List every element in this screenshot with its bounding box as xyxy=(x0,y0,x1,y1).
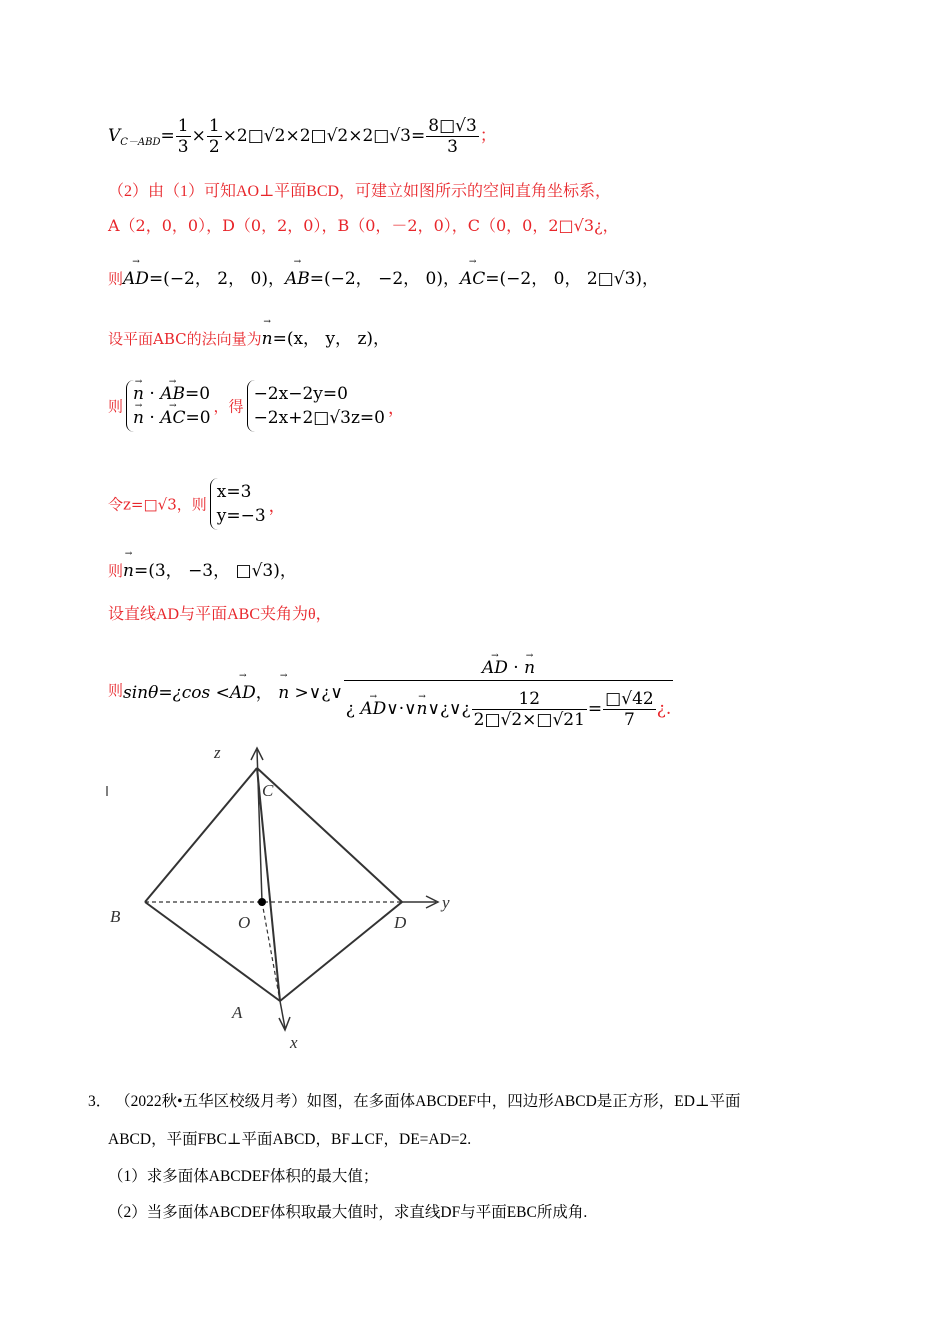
problem3-question1: （1）求多面体ABCDEF体积的最大值； xyxy=(108,1168,379,1185)
edge-CA xyxy=(257,768,280,1001)
edge-BA xyxy=(145,902,280,1001)
problem3-number: 3． xyxy=(88,1093,112,1110)
volume-end: ； xyxy=(479,126,497,146)
part2-intro: （2）由（1）可知AO⊥平面BCD，可建立如图所示的空间直角坐标系， xyxy=(108,183,612,200)
label-D: D xyxy=(394,913,407,932)
label-y: y xyxy=(442,893,450,912)
let-brace: x=3 y=−3 xyxy=(210,478,266,530)
problem3-question2: （2）当多面体ABCDEF体积取最大值时，求直线DF与平面EBC所成角. xyxy=(108,1204,588,1221)
fraction-one-third: $\frac{1}{3}$ xyxy=(177,116,189,157)
tetrahedron-figure xyxy=(100,740,480,1060)
vector-n: → n xyxy=(262,329,273,349)
edge-DA xyxy=(280,902,402,1001)
label-z: z xyxy=(214,743,221,762)
label-B: B xyxy=(110,907,121,926)
problem3-source: （2022秋•五华区校级月考） xyxy=(115,1093,307,1110)
volume-subscript: C－ABD xyxy=(120,137,161,148)
origin-point xyxy=(258,898,266,906)
edge-BC xyxy=(145,768,257,902)
problem3-line1 xyxy=(88,1089,741,1111)
problem3-line2: ABCD，平面FBC⊥平面ABCD，BF⊥CF，DE=AD=2. xyxy=(108,1131,472,1148)
let-z-line: 令z=□√3，则 x=3 y=−3 ， xyxy=(108,478,286,530)
label-C: C xyxy=(262,781,274,800)
vectors-line: 则→ AD=(−2， 2， 0)，→ AB=(−2， −2， 0)，→ AC=(−2， 0， 2□√3)， xyxy=(108,264,659,289)
sin-theta-line: 则sinθ=¿cos <→ AD， → n >∨¿∨ → AD · → n ¿ → AD∨·∨→ n∨¿∨¿ $\frac{12}{2□√2\times□√21}$ = $\frac{□√42}{7}$ ¿. xyxy=(108,650,674,730)
volume-product: ×2□√2×2□√2×2□√3= xyxy=(222,126,426,146)
edge-CD xyxy=(257,768,402,902)
vector-AB: → AB xyxy=(285,269,310,289)
fraction-result: $\frac{8□√3}{3}$ xyxy=(428,116,477,157)
system-brace-1: → n · → AB=0 → n · → AC=0 xyxy=(126,380,211,432)
problem3-text1: 如图，在多面体ABCDEF中，四边形ABCD是正方形，ED⊥平面 xyxy=(306,1093,741,1110)
part2-coords: A（2，0，0），D（0，2，0），B（0，－2，0），C（0，0，2□√3¿， xyxy=(108,216,619,235)
vector-AD: → AD xyxy=(123,269,149,289)
vector-AC: → AC xyxy=(460,269,485,289)
normal-vector-line: 设平面ABC的法向量为→ n=(x， y， z)， xyxy=(108,324,390,349)
volume-symbol: V xyxy=(108,126,121,146)
label-O: O xyxy=(238,913,251,932)
label-x: x xyxy=(290,1033,298,1052)
n-result-line: 则→ n=(3， −3， □√3)， xyxy=(108,556,297,581)
system-line: 则 → n · → AB=0 → n · → AC=0 ，得 −2x−2y=0 −2x+2□√3z=0 ， xyxy=(108,380,405,432)
label-A: A xyxy=(232,1003,243,1022)
sin-fraction: → AD · → n ¿ → AD∨·∨→ n∨¿∨¿ $\frac{12}{2□√2\times□√21}$ = $\frac{□√42}{7}$ ¿. xyxy=(344,650,673,730)
volume-formula: $V_{C-ABD}=$ $\frac{1}{3}$ × $\frac{1}{2}$ ×2□√2×2□√2×2□√3= $\frac{8□√3}{3}$ ； xyxy=(108,116,497,157)
angle-set-line: 设直线AD与平面ABC夹角为θ， xyxy=(108,606,332,623)
volume-eq: = xyxy=(160,126,175,146)
system-brace-2: −2x−2y=0 −2x+2□√3z=0 xyxy=(247,380,385,432)
fraction-one-half: $\frac{1}{2}$ xyxy=(208,116,220,157)
